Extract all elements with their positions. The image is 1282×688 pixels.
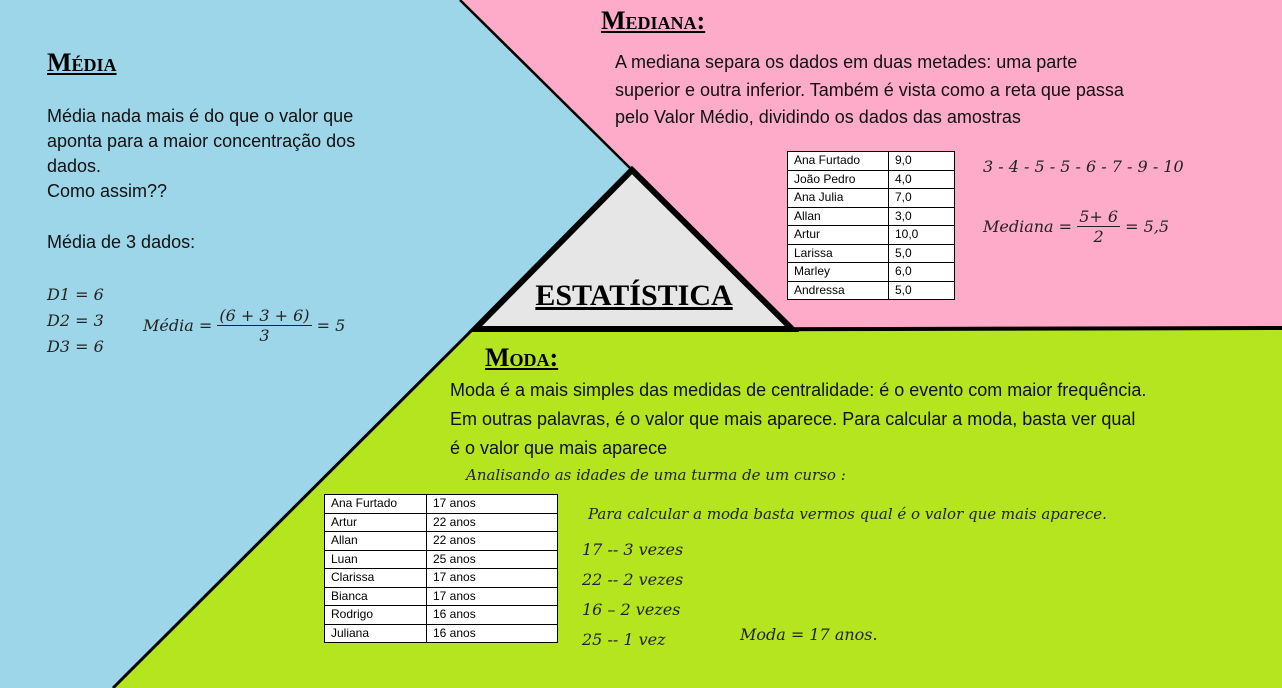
name-cell: Artur xyxy=(788,226,889,245)
moda-instruction: Para calcular a moda basta vermos qual é o valor que mais aparece. xyxy=(588,505,1107,523)
media-line: Como assim?? xyxy=(47,181,168,201)
name-cell: Juliana xyxy=(325,624,427,643)
value-cell: 5,0 xyxy=(889,281,955,300)
value-cell: 6,0 xyxy=(889,263,955,282)
name-cell: Marley xyxy=(788,263,889,282)
mediana-line: A mediana separa os dados em duas metades: uma parte xyxy=(615,52,1078,72)
media-fraction xyxy=(217,306,311,345)
mediana-fraction-numerator: 5+ 6 xyxy=(1079,207,1119,226)
mediana-formula xyxy=(983,207,1169,246)
name-cell: Ana Furtado xyxy=(788,152,889,171)
moda-title: Moda: xyxy=(485,343,559,372)
value-cell: 17 anos xyxy=(427,569,558,588)
name-cell: Allan xyxy=(788,207,889,226)
table-row xyxy=(788,263,955,282)
name-cell: Artur xyxy=(325,513,427,532)
name-cell: Andressa xyxy=(788,281,889,300)
media-fraction-denominator: 3 xyxy=(259,326,270,345)
value-cell: 17 anos xyxy=(427,495,558,514)
media-subtitle: Média de 3 dados: xyxy=(47,232,196,252)
mediana-table xyxy=(787,151,955,300)
name-cell: Bianca xyxy=(325,587,427,606)
media-description xyxy=(47,104,447,204)
value-cell: 17 anos xyxy=(427,587,558,606)
table-row xyxy=(325,495,558,514)
value-cell: 3,0 xyxy=(889,207,955,226)
moda-count: 22 -- 2 vezes xyxy=(582,570,684,589)
moda-subtitle: Analisando as idades de uma turma de um curso : xyxy=(466,466,846,484)
mediana-formula-label: Mediana = xyxy=(983,217,1073,236)
table-row xyxy=(788,207,955,226)
name-cell: Allan xyxy=(325,532,427,551)
name-cell: Larissa xyxy=(788,244,889,263)
media-d2: D2 = 3 xyxy=(47,311,104,330)
mediana-description xyxy=(615,49,1275,132)
media-formula xyxy=(143,306,345,345)
mediana-line: pelo Valor Médio, dividindo os dados das amostras xyxy=(615,107,1021,127)
media-formula-result: = 5 xyxy=(316,316,346,335)
media-formula-label: Média = xyxy=(143,316,213,335)
name-cell: João Pedro xyxy=(788,170,889,189)
table-row xyxy=(788,152,955,171)
moda-count: 25 -- 1 vez xyxy=(582,630,666,649)
moda-count: 16 – 2 vezes xyxy=(582,600,681,619)
media-title: Média xyxy=(47,48,117,77)
moda-description xyxy=(450,376,1280,463)
name-cell: Luan xyxy=(325,550,427,569)
media-d3: D3 = 6 xyxy=(47,337,104,356)
value-cell: 7,0 xyxy=(889,189,955,208)
name-cell: Ana Julia xyxy=(788,189,889,208)
moda-line: Moda é a mais simples das medidas de centralidade: é o evento com maior frequência. xyxy=(450,380,1147,400)
table-row xyxy=(325,569,558,588)
table-row xyxy=(325,606,558,625)
mediana-sequence: 3 - 4 - 5 - 5 - 6 - 7 - 9 - 10 xyxy=(983,157,1184,176)
table-row xyxy=(325,624,558,643)
media-data-list xyxy=(47,282,104,360)
mediana-formula-result: = 5,5 xyxy=(1125,217,1170,236)
moda-line: Em outras palavras, é o valor que mais aparece. Para calcular a moda, basta ver qual xyxy=(450,409,1136,429)
value-cell: 16 anos xyxy=(427,624,558,643)
value-cell: 4,0 xyxy=(889,170,955,189)
mediana-title: Mediana: xyxy=(601,6,706,35)
table-row xyxy=(788,281,955,300)
moda-result: Moda = 17 anos. xyxy=(740,625,878,644)
moda-counts xyxy=(582,535,683,655)
value-cell: 22 anos xyxy=(427,532,558,551)
mediana-line: superior e outra inferior. Também é vista como a reta que passa xyxy=(615,79,1124,100)
value-cell: 25 anos xyxy=(427,550,558,569)
value-cell: 10,0 xyxy=(889,226,955,245)
center-title: ESTATÍSTICA xyxy=(535,279,733,312)
table-row xyxy=(788,170,955,189)
media-d1: D1 = 6 xyxy=(47,285,104,304)
value-cell: 22 anos xyxy=(427,513,558,532)
mediana-fraction xyxy=(1077,207,1120,246)
table-row xyxy=(325,513,558,532)
value-cell: 5,0 xyxy=(889,244,955,263)
table-row xyxy=(788,244,955,263)
table-row xyxy=(325,532,558,551)
moda-line: é o valor que mais aparece xyxy=(450,438,668,458)
table-row xyxy=(788,189,955,208)
name-cell: Ana Furtado xyxy=(325,495,427,514)
name-cell: Rodrigo xyxy=(325,606,427,625)
media-line: aponta para a maior concentração dos xyxy=(47,131,356,151)
mediana-fraction-denominator: 2 xyxy=(1093,227,1104,246)
table-row xyxy=(325,587,558,606)
table-row xyxy=(325,550,558,569)
media-line: dados. xyxy=(47,156,102,176)
moda-table xyxy=(324,494,558,643)
value-cell: 9,0 xyxy=(889,152,955,171)
value-cell: 16 anos xyxy=(427,606,558,625)
table-row xyxy=(788,226,955,245)
name-cell: Clarissa xyxy=(325,569,427,588)
media-fraction-numerator: (6 + 3 + 6) xyxy=(219,306,310,325)
media-line: Média nada mais é do que o valor que xyxy=(47,106,354,126)
moda-count: 17 -- 3 vezes xyxy=(582,540,684,559)
